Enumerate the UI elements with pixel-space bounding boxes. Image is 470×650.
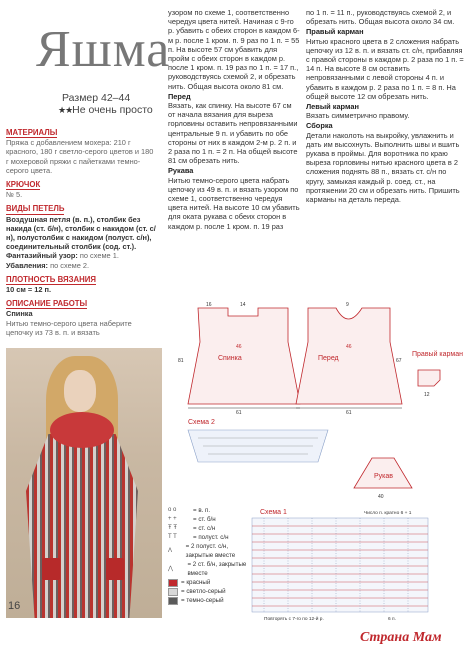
- model-pocket-left: [42, 558, 60, 580]
- legend-item-hdc: T T = полуст. с/н: [168, 534, 229, 541]
- page-title: Яшма: [36, 21, 171, 78]
- dim-back-14: 14: [240, 302, 246, 308]
- materials-text: Пряжа с добавлением мохера: 210 г красного, 180 г светло-серого цветов и 180 г мохеровой пряжи с пайетками темно-серого цвета.: [6, 138, 154, 175]
- size-label: Размер 42–44: [62, 92, 131, 104]
- model-face: [64, 370, 96, 412]
- density-heading: ПЛОТНОСТЬ ВЯЗАНИЯ: [6, 274, 96, 284]
- dim-sleeve-40: 40: [378, 494, 384, 500]
- repeat-note: Число п. кратно 6 + 1: [364, 511, 412, 516]
- sleeve-label: Рукав: [374, 473, 393, 480]
- hook-heading: КРЮЧОК: [6, 180, 41, 190]
- hook-text: № 5.: [6, 190, 23, 200]
- density-text: 10 см = 12 п.: [6, 285, 52, 295]
- right-pocket-text: Нитью красного цвета в 2 сложения набрать цепочку из 12 в. п. и вязать ст. с/н, прибавляя с правой стороны в каждом р. 2 раза по 1 п. = 14 п. На высоте 8 см оставить непровязанными с левой стороны 4 п. и убавить в каждом р. 2 раза по 1 п. = 8 п. На общей высоте 12 см обрезать нить.: [306, 36, 464, 101]
- dim-front-46: 46: [346, 344, 352, 350]
- scheme1-label: Схема 1: [260, 509, 287, 516]
- left-column: [6, 128, 156, 337]
- legend-item-sc2tog: ⋀ = 2 ст. б/н, закрытые вместе: [168, 561, 247, 577]
- dim-pocket-12: 12: [424, 392, 430, 398]
- dim-back-61: 61: [236, 410, 242, 416]
- difficulty-stars-icon: ★★: [58, 105, 73, 115]
- assembly-heading: Сборка: [306, 121, 333, 131]
- repeat-note-2: Повторять с 7-го по 12-й р.: [264, 617, 324, 622]
- darkgray-swatch: [168, 597, 178, 605]
- assembly-text: Детали наколоть на выкройку, увлажнить и дать им высохнуть. Выполнить швы и вшить рукава в проймы. Для воротника по краю выреза горловины нитью красного цвета в 2 сложения поднять 88 п., вязать ст. с/н по кругу, замыкая каждый р. соед. ст., на протяжении 20 см и обрезать нить. Пришить карманы на деталь переда.: [306, 130, 460, 205]
- lightgray-swatch: [168, 588, 178, 596]
- hdc-symbol-icon: T T: [168, 534, 177, 540]
- scheme2-grid: [188, 430, 328, 462]
- loops-text: Воздушная петля (в. п.), столбик без накида (ст. б/н), столбик с накидом (ст. с/н), полустолбик с накидом (полуст. с/н), соединительный столбик (сод. ст.).: [6, 214, 156, 252]
- right-column: [306, 8, 466, 204]
- pocket-label: Правый карман: [412, 351, 463, 358]
- difficulty-label: [58, 104, 153, 116]
- red-swatch: [168, 579, 178, 587]
- front-label: Перед: [318, 355, 339, 362]
- sleeve-heading: Рукава: [168, 166, 194, 176]
- dim-front-67: 67: [396, 358, 402, 364]
- dim-front-9: 9: [346, 302, 349, 308]
- sc2tog-symbol-icon: ⋀: [168, 565, 173, 572]
- back-heading: Спинка: [6, 309, 33, 319]
- decrease-text: Убавления: по схеме 2.: [6, 260, 90, 270]
- rapport-label: 6 п.: [388, 617, 396, 622]
- chain-symbol-icon: o o: [168, 507, 177, 513]
- back-text: Нитью темно-серого цвета наберите цепочку из 73 в. п. и вязать: [6, 318, 132, 337]
- pattern-text: Фантазийный узор: по схеме 1.: [6, 251, 119, 261]
- middle-column: [168, 8, 300, 231]
- back-pattern-shape: [188, 308, 300, 404]
- front-heading: Перед: [168, 91, 191, 101]
- legend-item-darkgray: = темно-серый: [168, 596, 248, 605]
- watermark: Страна Мам: [360, 630, 442, 645]
- legend-item-hdc2tog: Λ = 2 полуст. с/н, закрытые вместе: [168, 543, 236, 559]
- dim-back-81: 81: [178, 358, 184, 364]
- work-heading: ОПИСАНИЕ РАБОТЫ: [6, 299, 88, 309]
- back-label: Спинка: [218, 355, 242, 362]
- legend-item-lightgray: = светло-серый: [168, 587, 248, 596]
- hdc2tog-symbol-icon: Λ: [168, 547, 173, 554]
- dim-back-46: 46: [236, 344, 242, 350]
- legend: [168, 506, 248, 605]
- legend-item-chain: o o = в. п.: [168, 507, 211, 514]
- continuation-text: узором по схеме 1, соответственно чередуя цвета нитей. Начиная с 9-го р. убавить с обеих сторон в каждом 6-м р. после 1 кром. п. 9 раз по 1 п. = 55 п. На высоте 57 см убавить для пройм с обеих сторон в каждом р. после 1 кром. п. 19 раз по 1 п. = 17 п., руководствуясь схемой 2, и обрезать нить. Общая высота около 81 см.: [168, 8, 300, 91]
- scheme1-grid: [252, 518, 428, 612]
- right-pocket-heading: Правый карман: [306, 27, 364, 37]
- page-number: 16: [8, 600, 21, 612]
- model-pocket-right: [106, 558, 124, 580]
- sc-symbol-icon: + +: [168, 516, 177, 522]
- materials-heading: МАТЕРИАЛЫ: [6, 128, 58, 137]
- legend-item-sc: + + = ст. б/н: [168, 516, 216, 523]
- left-pocket-heading: Левый карман: [306, 102, 359, 112]
- difficulty-text: Не очень просто: [72, 104, 153, 116]
- dim-back-16: 16: [206, 302, 212, 308]
- loops-heading: ВИДЫ ПЕТЕЛЬ: [6, 204, 65, 214]
- front-text: Вязать, как спинку. На высоте 67 см от начала вязания для выреза горловины оставить непровязанными центральные 9 п. и убавить по обе стороны от них в каждом 2-м р. 2 п. и 2 раза по 1 п. = 2 п. На общей высоте 81 см обрезать нить.: [168, 101, 298, 166]
- legend-item-dc: Ŧ Ŧ = ст. с/н: [168, 525, 216, 532]
- dc-symbol-icon: Ŧ Ŧ: [168, 525, 177, 531]
- model-collar: [50, 412, 114, 448]
- model-photo: [6, 348, 162, 618]
- front-pattern-shape: [296, 308, 402, 404]
- model-dress: [26, 434, 138, 618]
- scheme2-label: Схема 2: [188, 419, 215, 426]
- dim-front-61: 61: [346, 410, 352, 416]
- legend-item-red: = красный: [168, 578, 248, 587]
- sleeve-text: Нитью темно-серого цвета набрать цепочку из 49 в. п. и вязать узором по схеме 1, соответственно чередуя цвета нитей. На высоте 10 см убавить для оката рукава с обеих сторон в каждом р. после 1 кром. п. 19 раз: [168, 175, 300, 231]
- left-pocket-text: Вязать симметрично правому.: [306, 111, 410, 121]
- continuation-text-2: по 1 п. = 11 п., руководствуясь схемой 2, и обрезать нить. Общая высота около 34 см.: [306, 8, 455, 27]
- pocket-pattern-shape: [418, 370, 440, 386]
